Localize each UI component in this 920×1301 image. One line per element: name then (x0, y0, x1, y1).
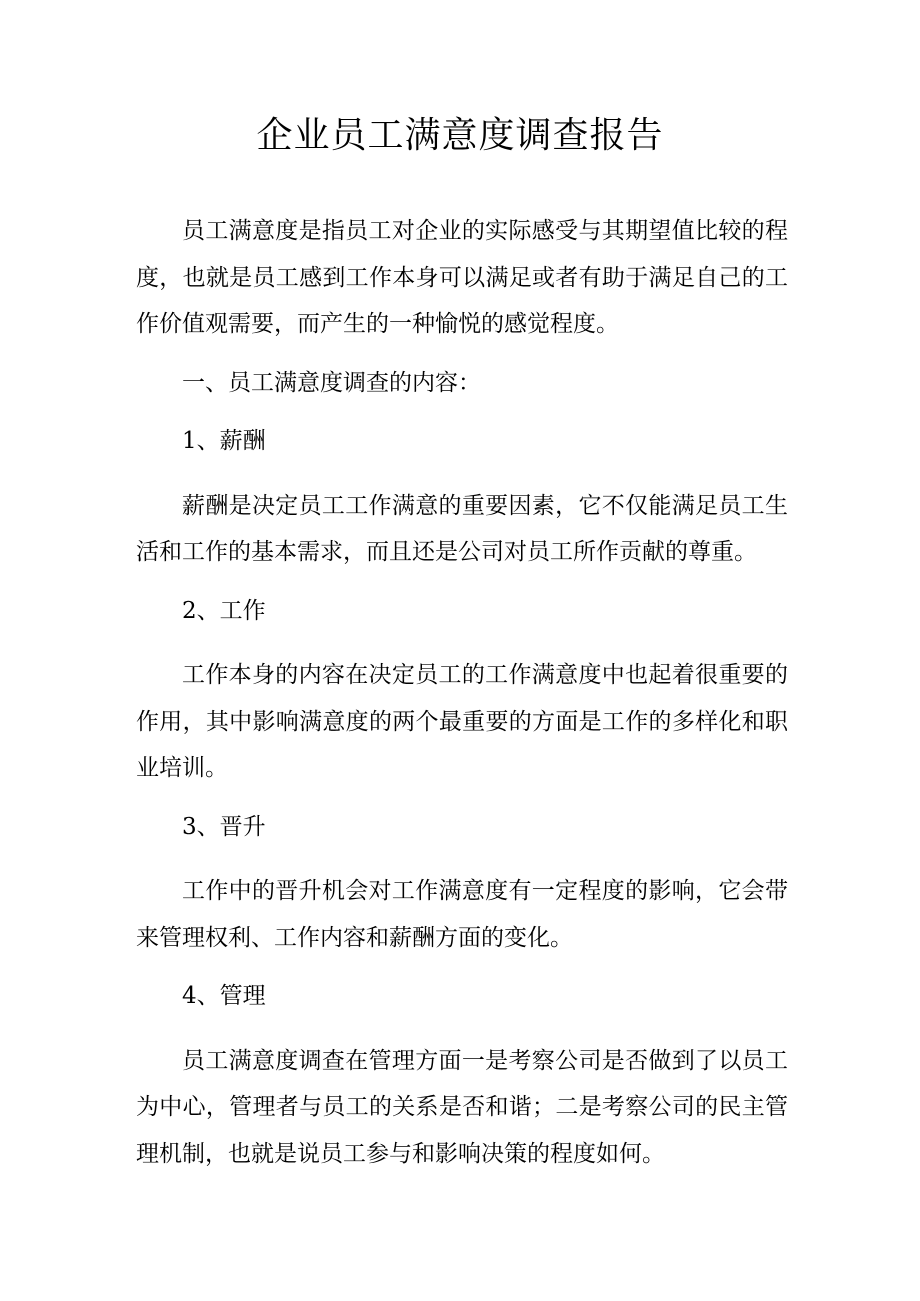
subheading-salary: 1、薪酬 (182, 428, 266, 454)
section-heading-content: 一、员工满意度调查的内容： (182, 369, 481, 396)
paragraph-work: 工作本身的内容在决定员工的工作满意度中也起着很重要的作用，其中影响满意度的两个最重要的方面是工作的多样化和职业培训。 (136, 662, 788, 781)
document-title: 企业员工满意度调查报告 (256, 115, 664, 156)
document-body (136, 208, 788, 1177)
subheading-work: 2、工作 (182, 597, 266, 624)
subheading-promotion: 3、晋升 (182, 813, 266, 840)
intro-paragraph: 员工满意度是指员工对企业的实际感受与其期望值比较的程度，也就是员工感到工作本身可以满足或者有助于满足自己的工作价值观需要，而产生的一种愉悦的感觉程度。 (136, 218, 788, 337)
paragraph-promotion: 工作中的晋升机会对工作满意度有一定程度的影响，它会带来管理权利、工作内容和薪酬方面的变化。 (136, 878, 788, 951)
paragraph-management: 员工满意度调查在管理方面一是考察公司是否做到了以员工为中心，管理者与员工的关系是否和谐；二是考察公司的民主管理机制，也就是说员工参与和影响决策的程度如何。 (136, 1047, 788, 1167)
subheading-management: 4、管理 (182, 983, 266, 1009)
paragraph-salary: 薪酬是决定员工工作满意的重要因素，它不仅能满足员工生活和工作的基本需求，而且还是公司对员工所作贡献的尊重。 (136, 492, 788, 565)
